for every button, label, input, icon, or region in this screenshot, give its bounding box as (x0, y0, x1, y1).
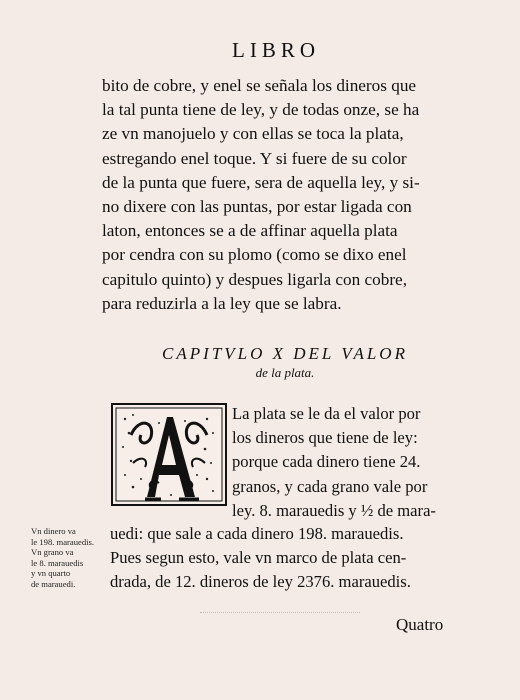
text-line: los dineros que tiene de ley: (232, 428, 418, 448)
text-line: ley. 8. marauedis y ½ de mara- (232, 500, 436, 520)
text-line: bito de cobre, y enel se señala los dineros que (102, 76, 417, 95)
chapter-paragraph-continued (110, 522, 490, 595)
bleed-through-mark (200, 612, 360, 614)
chapter-paragraph-beside-initial (232, 402, 492, 523)
margin-note (31, 526, 107, 590)
margin-note-line: le 8. marauedis (31, 557, 84, 568)
text-line: uedi: que sale a cada dinero 198. marauedis. (110, 524, 404, 543)
text-line: La plata se le da el valor por (232, 404, 421, 423)
margin-note-line: Vn grano va (31, 547, 74, 558)
margin-note-line: le 198. marauedis. (31, 536, 95, 547)
chapter-subtitle: de la plata. (255, 365, 315, 380)
chapter-title: CAPITVLO X DEL VALOR (162, 344, 408, 363)
catchword: Quatro (396, 615, 444, 634)
decorated-initial-graphic (111, 403, 227, 506)
margin-note-line: Vn dinero va (31, 526, 76, 536)
text-line: la tal punta tiene de ley, y de todas onze, se ha (102, 100, 420, 120)
text-line: capitulo quinto) y despues ligarla con cobre, (102, 269, 407, 289)
running-head: LIBRO (232, 38, 320, 62)
top-paragraph (102, 74, 482, 316)
text-line: Pues segun esto, vale vn marco de plata cen- (110, 548, 407, 568)
text-line: estregando enel toque. Y si fuere de su color (102, 148, 407, 168)
decorated-initial (111, 403, 227, 506)
text-line: ze vn manojuelo y con ellas se toca la plata, (102, 124, 404, 144)
chapter-heading (120, 343, 450, 381)
text-line: porque cada dinero tiene 24. (232, 452, 421, 472)
text-line: no dixere con las puntas, por estar ligada con (102, 197, 412, 217)
margin-note-line: de marauedi. (31, 578, 76, 589)
text-line: de la punta que fuere, sera de aquella ley, y si- (102, 172, 420, 192)
text-line: granos, y cada grano vale por (232, 476, 428, 496)
text-line: para reduzirla a la ley que se labra. (102, 293, 342, 313)
text-line: por cendra con su plomo (como se dixo enel (102, 245, 407, 265)
text-line: drada, de 12. dineros de ley 2376. marauedis. (110, 572, 411, 592)
text-line: laton, entonces se a de affinar aquella plata (102, 221, 398, 241)
margin-note-line: y vn quarto (31, 568, 71, 579)
